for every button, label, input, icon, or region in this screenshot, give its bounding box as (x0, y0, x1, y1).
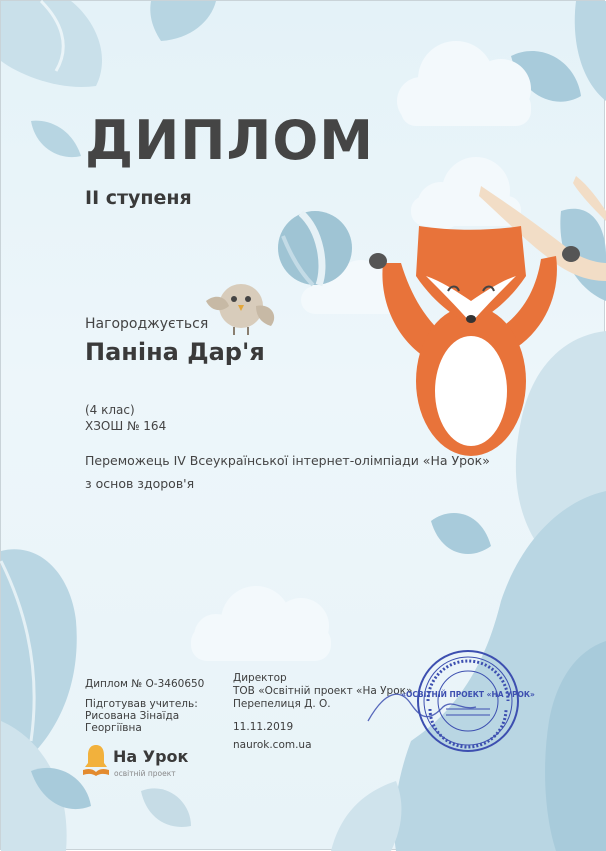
naurok-logo (81, 741, 211, 781)
achievement-line-1: Переможець IV Всеукраїнської інтернет-олімпіади «На Урок» (85, 453, 490, 468)
bird-icon (206, 284, 274, 335)
teacher-name-line-1: Рисована Зінаїда (85, 710, 180, 722)
recipient-name: Паніна Дар'я (85, 338, 265, 366)
prepared-by-label: Підготував учитель: (85, 698, 198, 710)
ball-icon (278, 211, 352, 285)
diploma-degree: ІІ ступеня (85, 187, 192, 209)
official-stamp-icon (401, 649, 535, 759)
company-name: ТОВ «Освітній проект «На Урок» (233, 685, 413, 697)
website-link[interactable]: naurok.com.ua (233, 739, 312, 751)
bell-book-icon (81, 743, 111, 777)
logo-name: На Урок (113, 747, 189, 766)
issue-date: 11.11.2019 (233, 721, 294, 733)
stamp-text: «ОСВІТНІЙ ПРОЕКТ «НА УРОК» (401, 690, 535, 699)
recipient-grade: (4 клас) (85, 403, 135, 417)
recipient-school: ХЗОШ № 164 (85, 419, 167, 433)
logo-subtitle: освітній проект (114, 769, 176, 778)
awarded-label: Нагороджується (85, 316, 209, 332)
diploma-title: ДИПЛОМ (85, 109, 374, 172)
director-label: Директор (233, 672, 287, 684)
diploma-number: Диплом № О-3460650 (85, 678, 205, 690)
achievement-line-2: з основ здоров'я (85, 476, 195, 491)
director-name: Перепелиця Д. О. (233, 698, 331, 710)
teacher-name-line-2: Георгіївна (85, 722, 142, 734)
